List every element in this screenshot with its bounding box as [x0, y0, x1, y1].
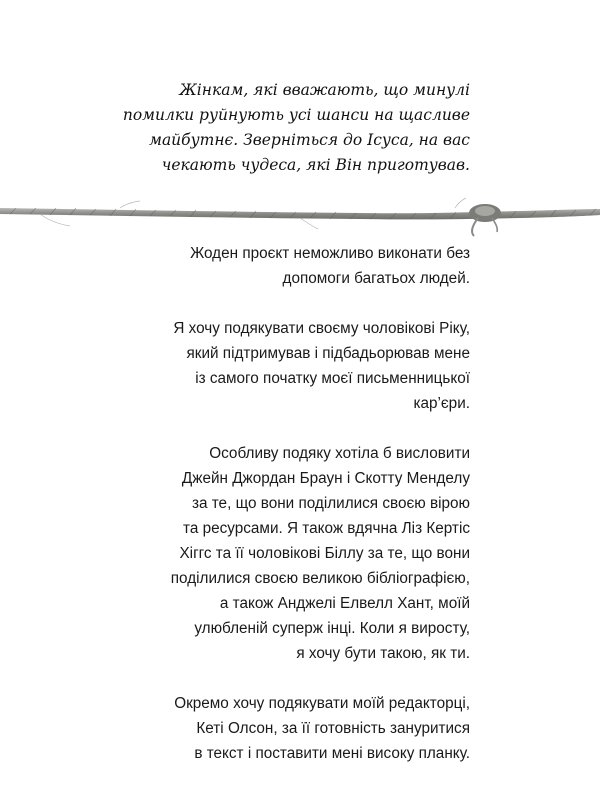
acknowledgment-line: Хіггс та її чоловікові Біллу за те, що вони — [179, 545, 470, 562]
acknowledgment-line: Жоден проєкт неможливо виконати без — [190, 245, 470, 262]
acknowledgment-paragraph — [110, 441, 470, 666]
acknowledgment-line: а також Анджелі Елвелл Хант, моїй — [219, 595, 470, 612]
twine-divider-icon — [0, 196, 600, 240]
acknowledgment-line: Окремо хочу подякувати моїй редакторці, — [174, 695, 470, 712]
acknowledgment-line: за те, що вони поділилися своєю вірою — [191, 495, 470, 512]
acknowledgment-paragraph — [110, 241, 470, 291]
acknowledgment-paragraph — [110, 316, 470, 416]
acknowledgment-paragraph — [110, 691, 470, 766]
acknowledgment-line: Особливу подяку хотіла б висловити — [209, 445, 470, 462]
acknowledgment-line: в текст і поставити мені високу планку. — [194, 745, 470, 762]
dedication-line: майбутнє. Зверніться до Ісуса, на вас — [149, 131, 470, 149]
acknowledgment-line: улюбленій суперж інці. Коли я виросту, — [194, 620, 470, 637]
acknowledgment-line: із самого початку моєї письменницької — [195, 370, 470, 387]
acknowledgments-text — [110, 241, 470, 791]
dedication-line: помилки руйнують усі шанси на щасливе — [122, 106, 470, 124]
acknowledgment-line: кар’єри. — [413, 395, 470, 412]
acknowledgment-line: поділилися своєю великою бібліографією, — [170, 570, 470, 587]
dedication-line: чекають чудеса, які Він приготував. — [161, 156, 470, 174]
dedication-text — [110, 78, 470, 178]
dedication-line: Жінкам, які вважають, що минулі — [179, 81, 470, 99]
acknowledgment-line: я хочу бути такою, як ти. — [296, 645, 470, 662]
acknowledgment-line: який підтримував і підбадьорював мене — [186, 345, 470, 362]
acknowledgment-line: Джейн Джордан Браун і Скотту Менделу — [181, 470, 470, 487]
acknowledgment-line: допомоги багатьох людей. — [282, 270, 470, 287]
acknowledgment-line: та ресурсами. Я також вдячна Ліз Кертіс — [183, 520, 470, 537]
acknowledgment-line: Кеті Олсон, за її готовність зануритися — [196, 720, 470, 737]
acknowledgment-line: Я хочу подякувати своєму чоловікові Ріку, — [173, 320, 470, 337]
